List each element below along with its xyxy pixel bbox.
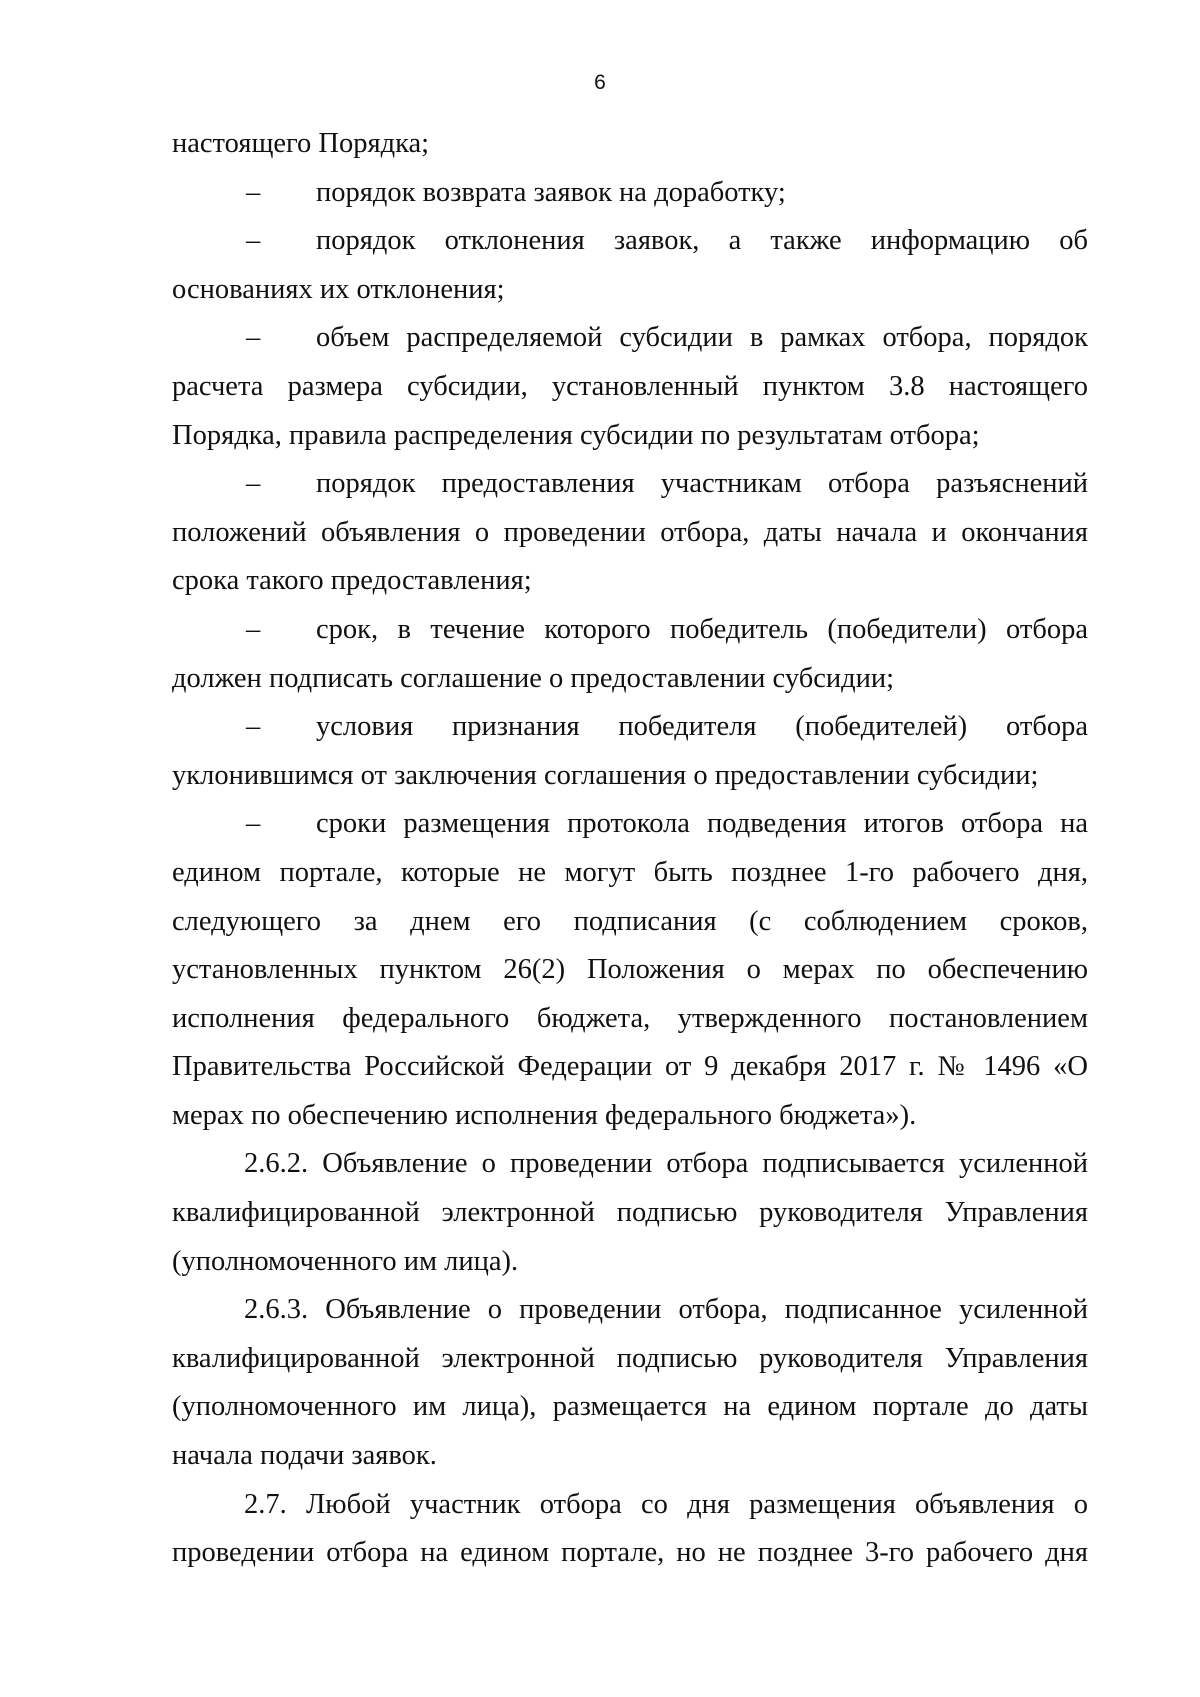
dash-marker: – xyxy=(246,711,261,743)
list-item-text: порядок возврата заявок на доработку; xyxy=(316,176,786,208)
list-item-text: сроки размещения протокола подведения итогов отбора на едином портале, которые не могут быть позднее 1-го рабочего дня, следующего за днем его подписания (с соблюдением сроков, установленных пунктом 26(2) Положения о мерах по обеспечению исполнения федерального бюджета, утвержденного постановлением Правительства Российской Федерации от 9 декабря 2017 г. № 1496 «О мерах по обеспечению исполнения федерального бюджета»). xyxy=(172,808,1088,1131)
clause-2-7: 2.7. Любой участник отбора со дня размещения объявления о проведении отбора на едином портале, но не позднее 3-го рабочего дня xyxy=(172,1488,1088,1569)
dash-marker: – xyxy=(246,613,261,645)
list-item-text: объем распределяемой субсидии в рамках отбора, порядок расчета размера субсидии, установленный пунктом 3.8 настоящего Порядка, правила распределения субсидии по результатам отбора; xyxy=(172,322,1088,451)
dash-marker: – xyxy=(246,176,261,208)
list-item-protocol-deadlines xyxy=(172,800,1088,1140)
clause-2-6-2: 2.6.2. Объявление о проведении отбора подписывается усиленной квалифицированной электронной подписью руководителя Управления (уполномоченного им лица). xyxy=(172,1148,1088,1277)
dash-marker: – xyxy=(246,808,261,840)
clause-2-6-3: 2.6.3. Объявление о проведении отбора, подписанное усиленной квалифицированной электронной подписью руководителя Управления (уполномоченного им лица), размещается на едином портале до даты начала подачи заявок. xyxy=(172,1294,1088,1472)
list-item-text: порядок отклонения заявок, а также информацию об основаниях их отклонения; xyxy=(172,225,1088,305)
list-item-rejection-order xyxy=(172,217,1088,314)
dash-marker: – xyxy=(246,468,261,500)
list-item-text: порядок предоставления участникам отбора разъяснений положений объявления о проведении отбора, даты начала и окончания срока такого предоставления; xyxy=(172,468,1088,597)
paragraph-continuation: настоящего Порядка; xyxy=(172,128,430,159)
list-item-signing-deadline xyxy=(172,606,1088,703)
list-item-subsidy-volume xyxy=(172,314,1088,460)
dash-marker: – xyxy=(246,225,261,257)
list-item-return-order xyxy=(172,169,1088,218)
dash-marker: – xyxy=(246,322,261,354)
list-item-text: срок, в течение которого победитель (победители) отбора должен подписать соглашение о предоставлении субсидии; xyxy=(172,613,1088,694)
list-item-clarifications xyxy=(172,460,1088,606)
list-item-text: условия признания победителя (победителей) отбора уклонившимся от заключения соглашения о предоставлении субсидии; xyxy=(172,711,1088,791)
page-number: 6 xyxy=(594,71,606,94)
list-item-evasion-conditions xyxy=(172,703,1088,800)
document-body xyxy=(172,120,1088,1578)
